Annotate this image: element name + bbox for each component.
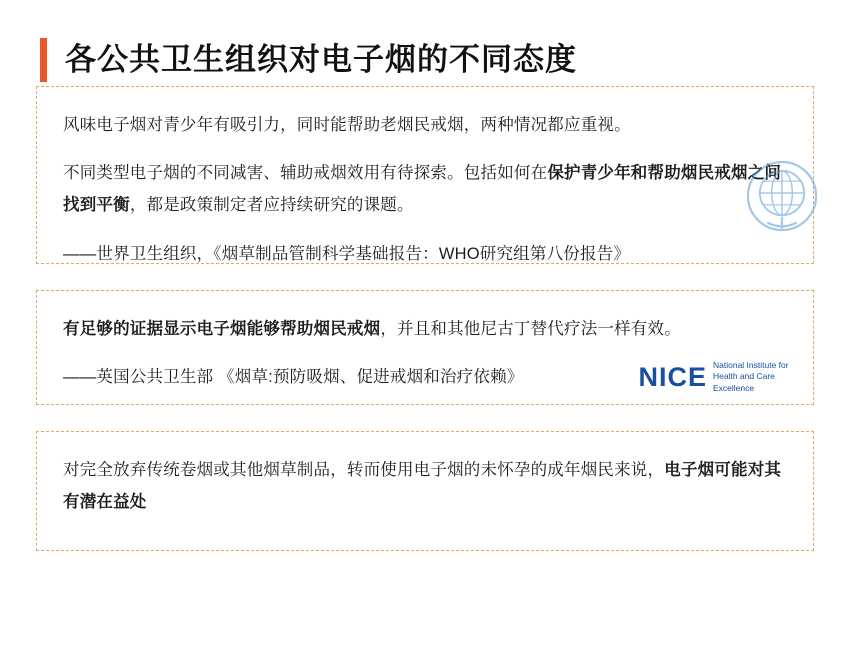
quote-paragraph bbox=[63, 157, 787, 221]
page-title-text: 各公共卫生组织对电子烟的不同态度 bbox=[65, 42, 577, 77]
quote-text: 对完全放弃传统卷烟或其他烟草制品，转而使用电子烟的未怀孕的成年烟民来说， bbox=[63, 461, 665, 479]
page-title bbox=[40, 34, 842, 86]
quote-source: ——英国公共卫生部 《烟草:预防吸烟、促进戒烟和治疗依赖》 bbox=[63, 368, 524, 387]
quote-text: 风味电子烟对青少年有吸引力，同时能帮助老烟民戒烟，两种情况都应重视。 bbox=[63, 116, 631, 134]
quote-text: 不同类型电子烟的不同减害、辅助戒烟效用有待探索。包括如何在 bbox=[63, 164, 548, 183]
quote-card-phe bbox=[36, 290, 814, 405]
quote-text-bold: 保护青少年和帮助烟民戒烟之间找到平衡 bbox=[63, 164, 782, 215]
document-page bbox=[0, 34, 842, 645]
quote-text: ，都是政策制定者应持续研究的课题。 bbox=[129, 196, 414, 215]
quote-text: ，并且和其他尼古丁替代疗法一样有效。 bbox=[380, 320, 681, 338]
nice-wordmark: NICE bbox=[638, 361, 707, 392]
title-accent-bar bbox=[40, 38, 47, 82]
who-emblem-icon bbox=[745, 159, 819, 233]
quote-paragraph bbox=[63, 313, 787, 345]
nice-logo bbox=[638, 360, 809, 394]
quote-text-bold: 电子烟可能对其有潜在益处 bbox=[63, 461, 782, 512]
quote-source: ——世界卫生组织，《烟草制品管制科学基础报告：WHO研究组第八份报告》 bbox=[63, 244, 631, 263]
nice-subtitle-line2: Health and Care Excellence bbox=[713, 371, 775, 393]
quote-paragraph bbox=[63, 454, 787, 518]
nice-subtitle-line1: National Institute for bbox=[713, 359, 789, 370]
quote-text-bold: 有足够的证据显示电子烟能够帮助烟民戒烟 bbox=[63, 320, 381, 338]
nice-subtitle bbox=[713, 360, 809, 394]
quote-paragraph bbox=[63, 109, 787, 141]
quote-card-who bbox=[36, 86, 814, 264]
quote-card-third bbox=[36, 431, 814, 551]
